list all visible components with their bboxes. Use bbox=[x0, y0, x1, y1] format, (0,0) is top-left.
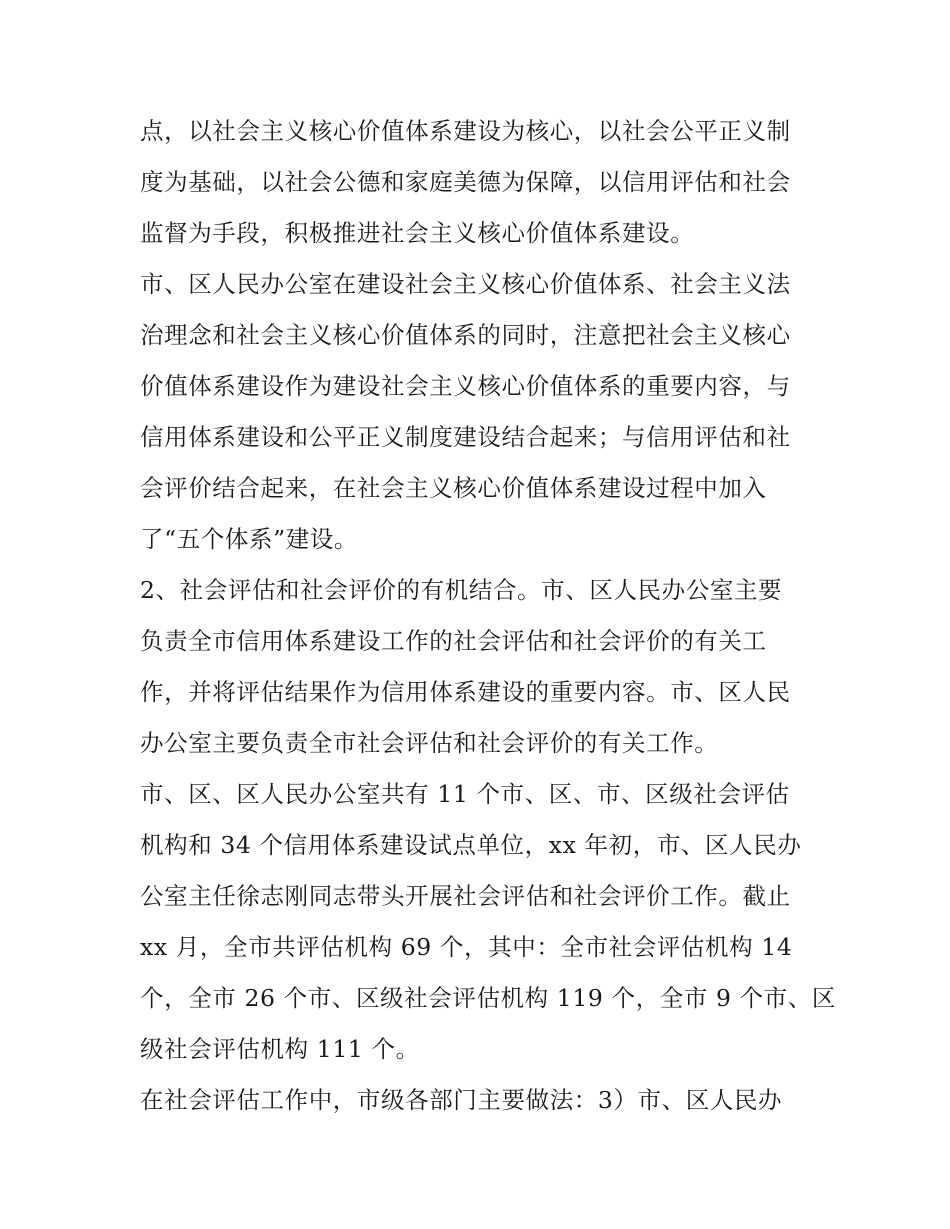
text-line-5: 治理念和社会主义核心价值体系的同时，注意把社会主义核心 bbox=[140, 321, 791, 349]
text-line-12: 作，并将评估结果作为信用体系建设的重要内容。市、区人民 bbox=[140, 678, 791, 706]
text-line-9: 了“五个体系”建设。 bbox=[140, 525, 359, 553]
text-line-15: 机构和 34 个信用体系建设试点单位，xx 年初，市、区人民办 bbox=[140, 831, 802, 859]
text-line-11: 负责全市信用体系建设工作的社会评估和社会评价的有关工 bbox=[140, 627, 767, 655]
text-line-3: 监督为手段，积极推进社会主义核心价值体系建设。 bbox=[140, 219, 695, 247]
text-line-10: 2、社会评估和社会评价的有机结合。市、区人民办公室主要 bbox=[140, 576, 783, 604]
text-line-17: xx 月，全市共评估机构 69 个，其中：全市社会评估机构 14 bbox=[140, 933, 793, 961]
text-line-8: 会评价结合起来，在社会主义核心价值体系建设过程中加入 bbox=[140, 474, 767, 502]
text-line-20: 在社会评估工作中，市级各部门主要做法：3）市、区人民办 bbox=[140, 1086, 783, 1114]
text-line-18: 个，全市 26 个市、区级社会评估机构 119 个，全市 9 个市、区 bbox=[140, 984, 837, 1012]
text-line-1: 点，以社会主义核心价值体系建设为核心，以社会公平正义制 bbox=[140, 117, 791, 145]
text-line-4: 市、区人民办公室在建设社会主义核心价值体系、社会主义法 bbox=[140, 270, 791, 298]
document-body bbox=[140, 106, 837, 1126]
text-line-14: 市、区、区人民办公室共有 11 个市、区、市、区级社会评估 bbox=[140, 780, 790, 808]
text-line-13: 办公室主要负责全市社会评估和社会评价的有关工作。 bbox=[140, 729, 719, 757]
text-line-2: 度为基础，以社会公德和家庭美德为保障，以信用评估和社会 bbox=[140, 168, 791, 196]
text-line-6: 价值体系建设作为建设社会主义核心价值体系的重要内容，与 bbox=[140, 372, 791, 400]
text-line-19: 级社会评估机构 111 个。 bbox=[140, 1035, 420, 1063]
text-line-7: 信用体系建设和公平正义制度建设结合起来；与信用评估和社 bbox=[140, 423, 791, 451]
text-line-16: 公室主任徐志刚同志带头开展社会评估和社会评价工作。截止 bbox=[140, 882, 791, 910]
